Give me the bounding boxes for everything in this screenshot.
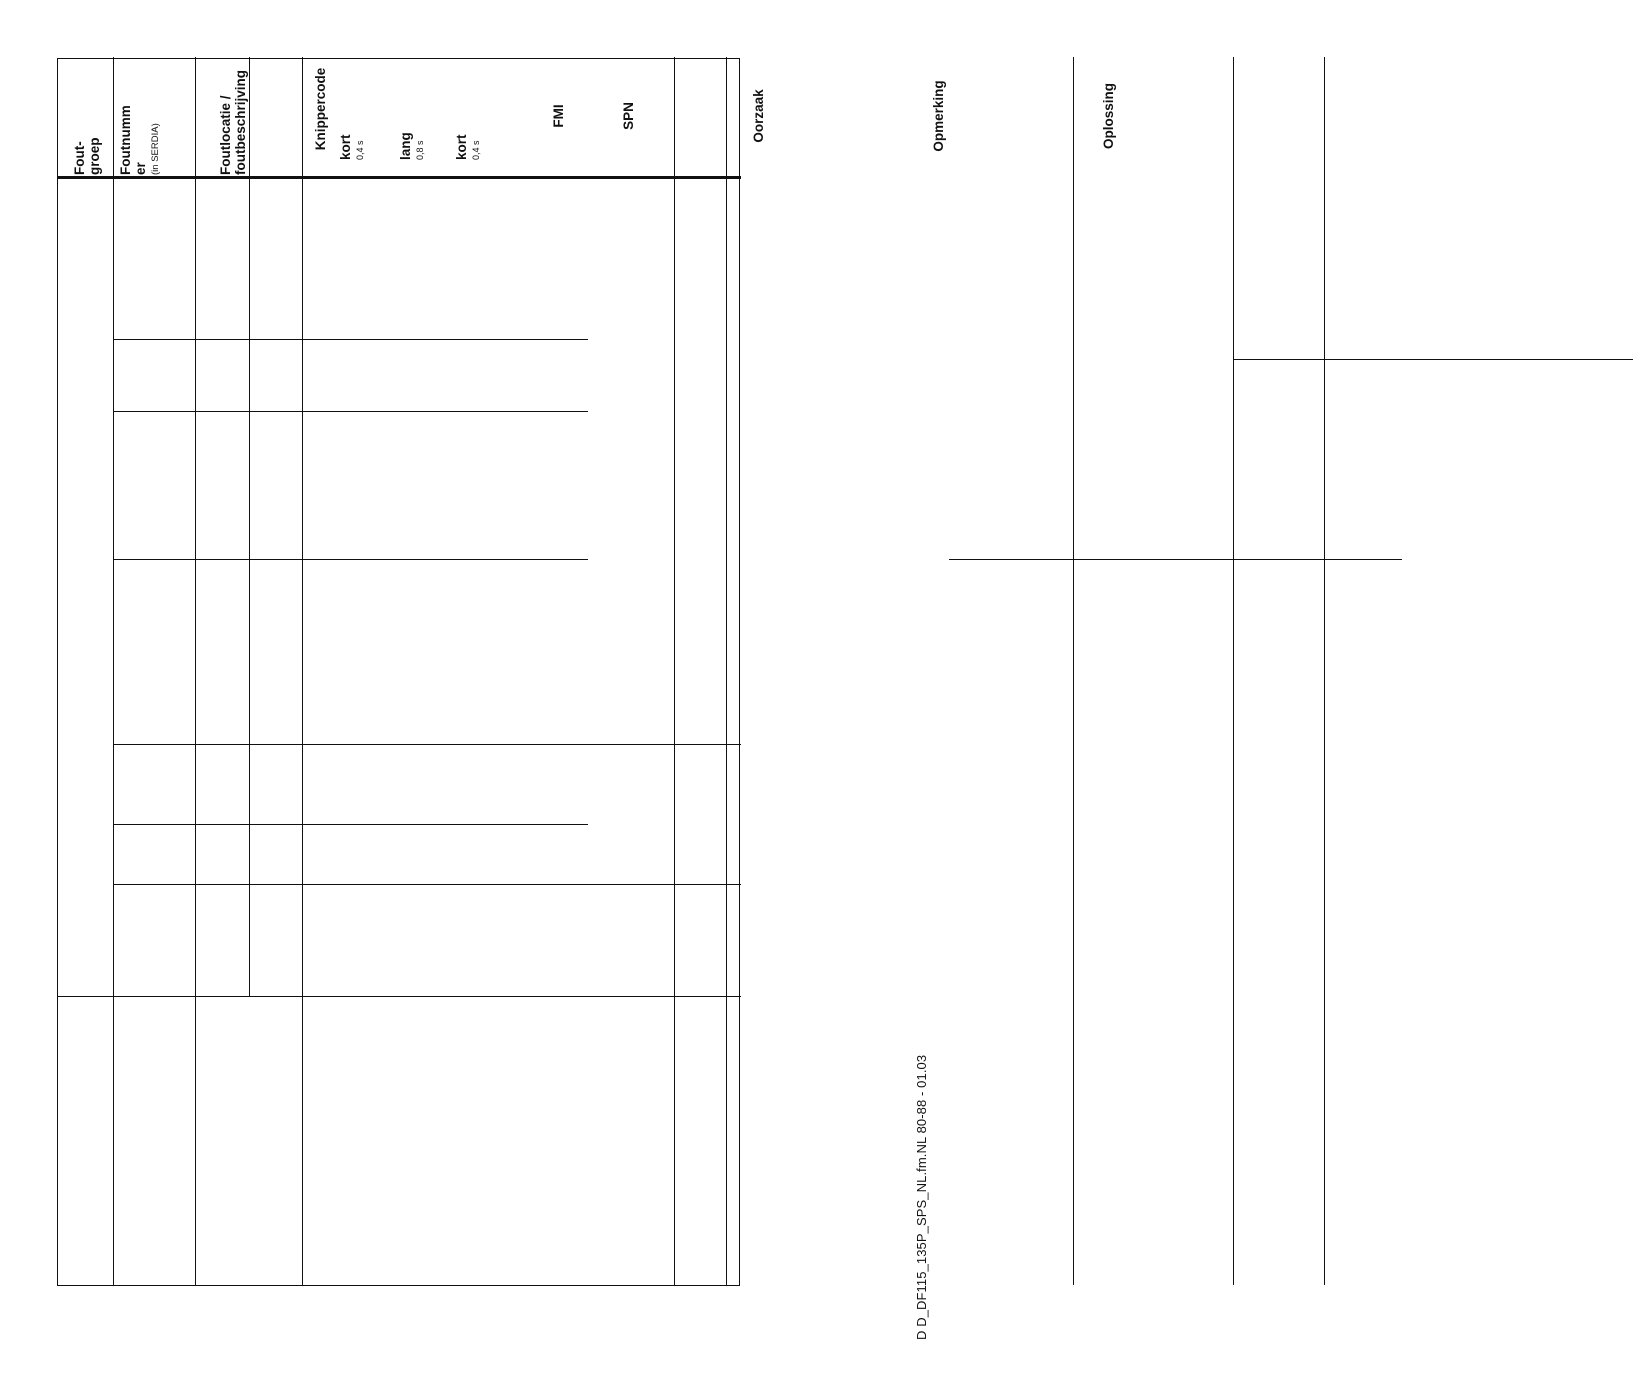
header-group: Fout- groep [71,137,102,175]
header-kort-2 [454,120,504,160]
col-border [1233,57,1234,1285]
col-border [113,57,114,1285]
row-border [113,744,588,745]
header-solution: Oplossing [1100,83,1116,150]
row-border [588,744,741,745]
header-number-label: Foutnumm er [118,105,148,175]
page-footer: D D_DF115_135P_SPS_NL.fm.NL 80-88 - 01.03 [914,1054,929,1340]
header-kort-2-label: kort [454,134,469,160]
col-border [302,57,303,1285]
header-cause: Oorzaak [750,89,766,143]
header-knippercode: Knippercode [312,67,328,151]
row-border [113,824,588,825]
row-border [113,884,588,885]
col-border [1324,57,1325,1285]
header-kort-1-sub: 0,4 s [355,140,365,160]
col-border [674,57,675,1285]
header-location: Foutlocatie / foutbeschrijving [218,69,248,175]
header-number [118,57,193,175]
header-kort-1 [338,120,398,160]
row-border [588,884,741,885]
header-remark: Opmerking [930,80,946,152]
header-number-sub: (in SERDIA) [150,123,161,175]
col-border [1073,57,1074,1285]
row-border [113,411,588,412]
row-border [113,559,588,560]
header-spn: SPN [620,102,636,130]
header-lang-sub: 0,8 s [415,140,425,160]
col-border [195,57,196,1285]
row-border [1233,359,1633,360]
row-border [949,559,1402,560]
group-border [58,996,741,997]
row-border [113,339,588,340]
header-kort-2-sub: 0,4 s [471,140,481,160]
header-kort-1-label: kort [338,134,353,160]
header-lang-label: lang [398,132,413,160]
header-fmi: FMI [550,104,566,128]
header-separator [58,176,741,179]
knipper-sub [249,179,250,997]
col-border [726,57,727,1285]
knipper-divider [302,57,303,165]
header-lang [398,120,448,160]
